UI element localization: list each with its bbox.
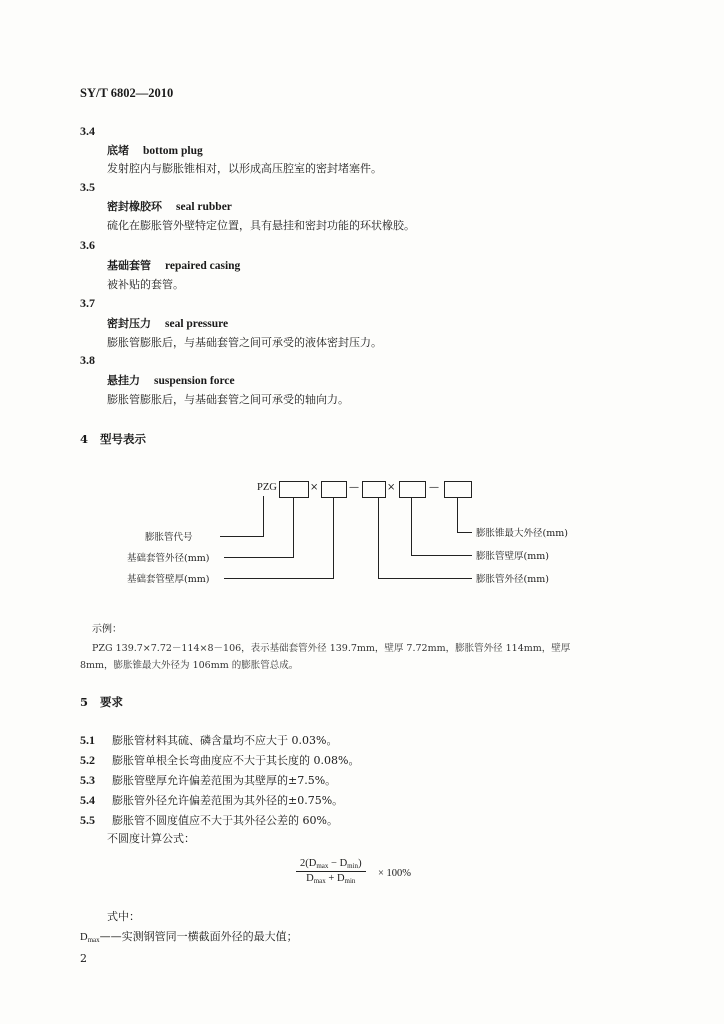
where-label: 式中： [107,910,140,923]
term-zh: 底堵 [107,144,129,157]
term-heading [107,257,240,273]
field-box-tube-od [362,481,386,498]
term-definition: 发射腔内与膨胀锥相对，以形成高压腔室的密封堵塞件。 [107,162,382,175]
page-number: 2 [80,952,87,965]
requirement-item [80,772,336,788]
term-en: repaired casing [165,260,241,272]
term-zh: 悬挂力 [107,374,140,387]
leader-line [293,497,294,557]
leader-line [220,536,264,537]
where-item: $D_{max}——$实测钢管同一横截面外径的最大值； [80,930,298,944]
model-prefix: PZG [257,482,277,493]
requirement-text: 膨胀管不圆度值应不大于其外径公差的 60%。 [112,814,338,827]
requirement-item [80,792,343,808]
field-box-casing-wall [321,481,347,498]
requirement-text: 膨胀管材料其硫、磷含量均不应大于 0.03%。 [112,734,338,747]
term-heading [107,315,228,331]
formula-intro: 不圆度计算公式： [107,832,195,845]
ovality-formula [296,858,366,885]
label-cone-od: 膨胀锥最大外径(mm) [476,528,568,539]
leader-line [411,497,412,555]
standard-code-header: SY/T 6802—2010 [80,86,174,100]
formula-numerator: $2(D_{max} - D_{min})$ [296,858,366,872]
section-number: 4 [80,432,89,446]
term-number: 3.6 [80,238,95,252]
leader-line [224,578,334,579]
label-casing-wall: 基础套管壁厚(mm) [127,574,210,585]
requirement-text: 膨胀管单根全长弯曲度应不大于其长度的 0.08%。 [112,754,360,767]
term-zh: 密封压力 [107,317,151,330]
requirement-number: 5.3 [80,773,95,787]
term-heading [107,198,232,214]
term-en: seal rubber [176,201,232,213]
dash-sign: — [349,482,359,493]
requirement-item [80,752,359,768]
field-box-tube-wall [399,481,426,498]
requirement-number: 5.5 [80,813,95,827]
label-tube-wall: 膨胀管壁厚(mm) [476,551,549,562]
requirement-text: 膨胀管外径允许偏差范围为其外径的±0.75%。 [112,794,344,807]
term-definition: 膨胀管膨胀后，与基础套管之间可承受的轴向力。 [107,393,349,406]
term-heading [107,142,203,158]
field-box-casing-od [279,481,309,498]
term-en: bottom plug [143,145,203,157]
term-heading [107,372,235,388]
leader-line [457,497,458,532]
field-box-cone-od [444,481,472,498]
times-sign: × [387,482,396,493]
section-number: 5 [80,695,89,709]
leader-line [411,555,472,556]
section-title: 要求 [100,695,124,709]
requirement-item [80,812,338,828]
term-number: 3.4 [80,124,95,138]
times-sign: × [310,482,319,493]
requirement-number: 5.1 [80,733,95,747]
term-zh: 密封橡胶环 [107,200,162,213]
label-casing-od: 基础套管外径(mm) [127,553,210,564]
section-heading [80,431,146,447]
term-number: 3.5 [80,180,95,194]
label-tube-od: 膨胀管外径(mm) [476,574,549,585]
example-text: PZG 139.7×7.72－114×8－106，表示基础套管外径 139.7mm，壁厚 7.72mm，膨胀管外径 114mm，壁厚 [92,643,571,654]
term-definition: 硫化在膨胀管外壁特定位置，具有悬挂和密封功能的环状橡胶。 [107,219,415,232]
formula-multiplier: × 100% [378,868,412,879]
requirement-text: 膨胀管壁厚允许偏差范围为其壁厚的±7.5%。 [112,774,337,787]
term-definition: 被补贴的套管。 [107,278,184,291]
term-en: suspension force [154,375,235,387]
leader-line [378,497,379,578]
leader-line [457,532,472,533]
leader-line [263,496,264,536]
term-en: seal pressure [165,318,229,330]
label-tube-code: 膨胀管代号 [145,532,193,543]
example-label: 示例： [92,624,122,635]
term-zh: 基础套管 [107,259,151,272]
dash-sign: — [429,482,439,493]
formula-denominator: $D_{max} + D_{min}$ [306,873,356,885]
example-text: 8mm，膨胀锥最大外径为 106mm 的膨胀管总成。 [80,660,299,671]
section-title: 型号表示 [100,432,147,446]
term-definition: 膨胀管膨胀后，与基础套管之间可承受的液体密封压力。 [107,336,382,349]
term-number: 3.8 [80,353,95,367]
term-number: 3.7 [80,296,95,310]
leader-line [224,557,294,558]
requirement-number: 5.2 [80,753,95,767]
leader-line [378,578,472,579]
section-heading [80,694,123,710]
leader-line [333,497,334,578]
requirement-number: 5.4 [80,793,95,807]
requirement-item [80,732,337,748]
